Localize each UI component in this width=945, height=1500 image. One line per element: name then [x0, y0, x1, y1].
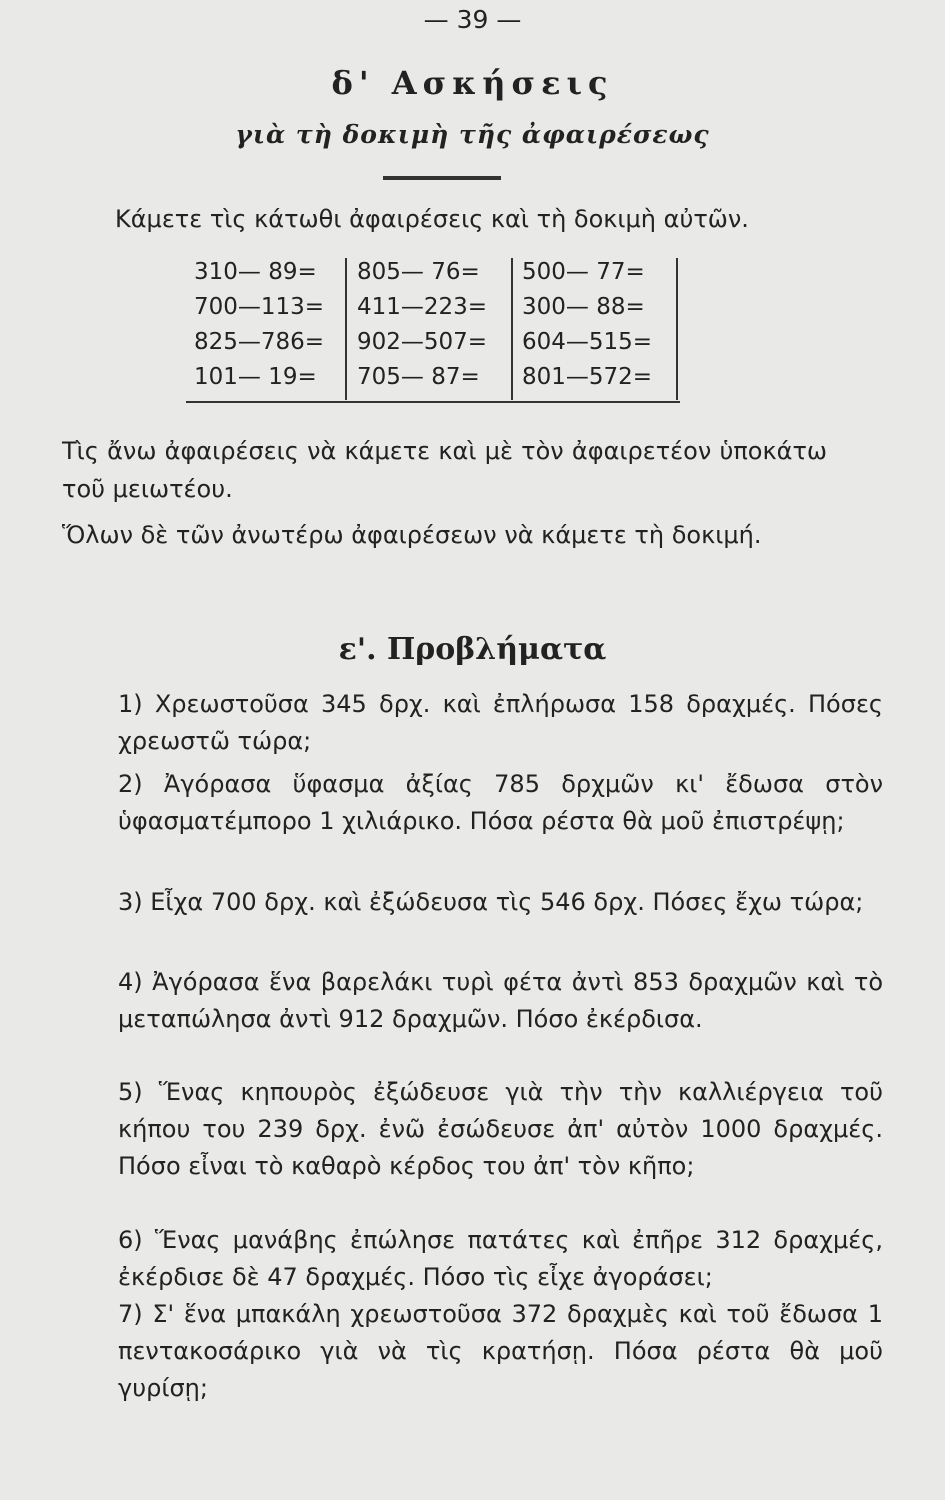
subtraction-item: 801—572=: [522, 364, 653, 390]
page-number: — 39 —: [423, 5, 522, 34]
subtraction-item: 604—515=: [522, 329, 653, 355]
column-divider: [511, 258, 513, 400]
problem-2: 2) Ἀγόρασα ὕφασμα ἀξίας 785 δρχμῶν κι' ἔδωσα στὸν ὑφασματέμπορο 1 χιλιάρικο. Πόσα ρέστα θὰ μοῦ ἐπιστρέψῃ;: [118, 770, 883, 835]
subtraction-item: 700—113=: [194, 294, 325, 320]
subtraction-table: [190, 255, 680, 400]
problem-7: 7) Σ' ἕνα μπακάλη χρεωστοῦσα 372 δραχμὲς καὶ τοῦ ἔδωσα 1 πεντακοσάρικο γιὰ νὰ τὶς κρατήσῃ. Πόσα ρέστα θὰ μοῦ γυρίσῃ;: [118, 1300, 883, 1402]
subtraction-item: 705— 87=: [357, 364, 480, 390]
note-paragraph-2: Ὅλων δὲ τῶν ἀνωτέρω ἀφαιρέσεων νὰ κάμετε τὴ δοκιμή.: [62, 521, 762, 549]
subtraction-item: 805— 76=: [357, 259, 480, 285]
problem-1: 1) Χρεωστοῦσα 345 δρχ. καὶ ἐπλήρωσα 158 δραχμές. Πόσες χρεωστῶ τώρα;: [118, 690, 883, 755]
problem-5: 5) Ἕνας κηπουρὸς ἐξώδευσε γιὰ τὴν τὴν καλλιέργεια τοῦ κήπου του 239 δρχ. ἐνῶ ἐσώδευσε ἀπ' αὐτὸν 1000 δραχμές. Πόσο εἶναι τὸ καθαρὸ κέρδος του ἀπ' τὸν κῆπο;: [118, 1078, 883, 1180]
subtraction-item: 902—507=: [357, 329, 488, 355]
section-e-title: ε'. Προβλήματα: [338, 632, 607, 667]
table-bottom-rule: [186, 401, 680, 403]
problem-4: 4) Ἀγόρασα ἕνα βαρελάκι τυρὶ φέτα ἀντὶ 853 δραχμῶν καὶ τὸ μεταπώλησα ἀντὶ 912 δραχμῶν. Πόσο ἐκέρδισα.: [118, 968, 883, 1033]
subtraction-item: 825—786=: [194, 329, 325, 355]
subtraction-item: 411—223=: [357, 294, 488, 320]
title-divider: [383, 176, 501, 180]
subtraction-item: 101— 19=: [194, 364, 317, 390]
subtraction-item: 310— 89=: [194, 259, 317, 285]
subtraction-column-1: [194, 255, 324, 395]
subtraction-item: 300— 88=: [522, 294, 645, 320]
column-divider: [345, 258, 347, 400]
problem-6: 6) Ἕνας μανάβης ἐπώλησε πατάτες καὶ ἐπῆρε 312 δραχμές, ἐκέρδισε δὲ 47 δραχμές. Πόσο τὶς εἶχε ἀγοράσει;: [118, 1226, 883, 1291]
section-d-title: δ' Ασκήσεις: [331, 64, 614, 102]
subtraction-column-3: [522, 255, 652, 395]
problem-3: 3) Εἶχα 700 δρχ. καὶ ἐξώδευσα τὶς 546 δρχ. Πόσες ἔχω τώρα;: [118, 888, 864, 916]
subtraction-column-2: [357, 255, 487, 395]
note-paragraph-1: Τὶς ἄνω ἀφαιρέσεις νὰ κάμετε καὶ μὲ τὸν ἀφαιρετέον ὑποκάτω τοῦ μειωτέου.: [62, 437, 827, 503]
subtraction-item: 500— 77=: [522, 259, 645, 285]
exercise-intro: Κάμετε τὶς κάτωθι ἀφαιρέσεις καὶ τὴ δοκιμὴ αὐτῶν.: [115, 205, 749, 233]
column-divider: [676, 258, 678, 400]
section-d-subtitle: γιὰ τὴ δοκιμὴ τῆς ἀφαιρέσεως: [235, 120, 710, 149]
